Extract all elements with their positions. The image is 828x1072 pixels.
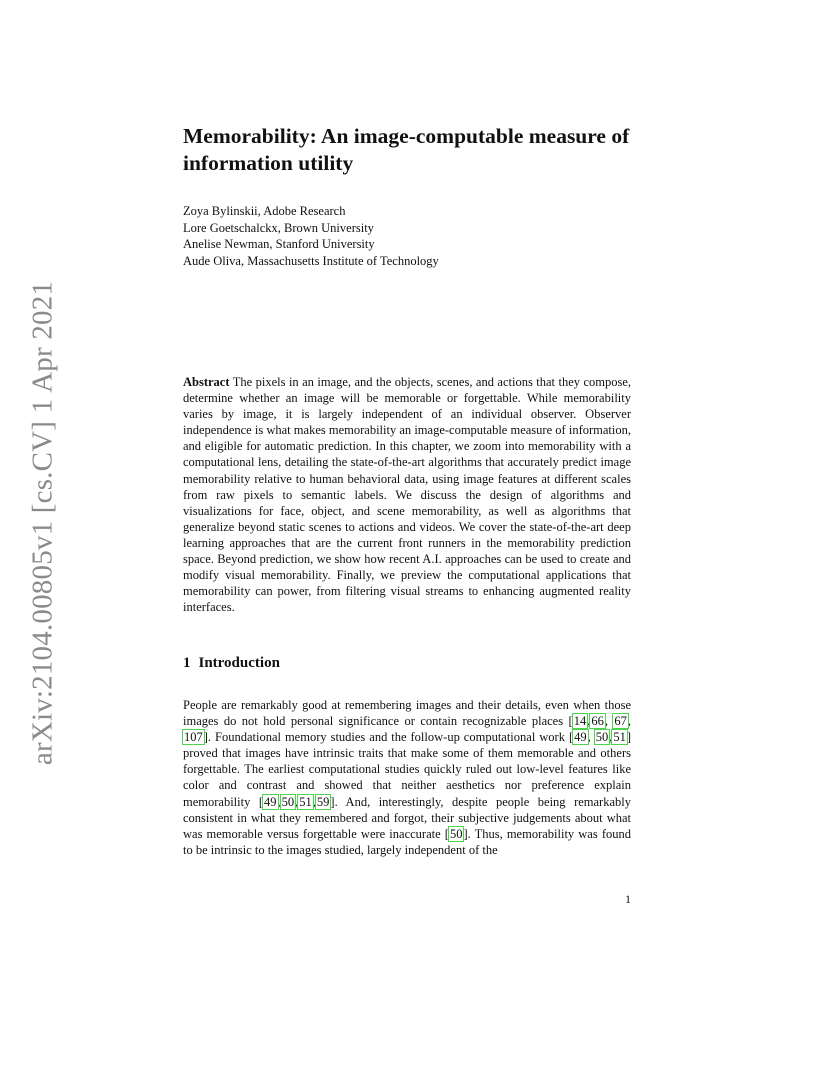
citation-link[interactable]: 107 [184,730,203,745]
body-text: People are remarkably good at remembering images and their details, even when those images do not hold personal significance or contain recognizable places [183,698,631,729]
abstract [183,374,631,615]
citation-link[interactable]: 50 [281,794,295,809]
section-title: Introduction [198,655,280,671]
author-entry: Zoya Bylinskii, Adobe Research [183,204,346,218]
body-text: . Thus, memorability was found to be intrinsic to the images studied, largely independent of the [183,826,631,857]
author-list [183,203,638,269]
author-entry: Lore Goetschalckx, Brown University [183,220,374,235]
citation-link[interactable]: 49 [264,794,277,809]
citation-link[interactable]: 67 [614,714,627,729]
citation-link[interactable]: 51 [613,730,626,745]
section-heading [183,655,280,672]
citation-link[interactable]: 66 [591,714,604,729]
page-number: 1 [625,892,631,906]
arxiv-stamp [24,280,62,766]
citation-link[interactable]: 50 [595,730,609,745]
paper-title: Memorability: An image-computable measure of information utility [183,124,630,175]
abstract-text: The pixels in an image, and the objects, scenes, and actions that they compose, determine whether an image will be memorable or forgettable. While memorability varies by image, it is largely independent of an individual observer. Observer independence is what makes memorability an image-computable measure of information, and eligible for automatic prediction. In this chapter, we zoom into memorability with a computational lens, detailing the state-of-the-art algorithms that accurately predict image memorability relative to human behavioral data, using image features at different scales from raw pixels to semantic labels. We discuss the design of algorithms and visualizations for face, object, and scene memorability, as well as algorithms that generalize beyond static scenes to actions and videos. We cover the state-of-the-art deep learning approaches that are the current front runners in the memorability prediction space. Beyond prediction, we show how recent A.I. approaches can be used to create and modify visual memorability. Finally, we preview the computational applications that memorability can power, from filtering visual streams to enhancing augmented reality interfaces. [183,375,631,615]
citation-link[interactable]: 14 [573,714,587,729]
citation-link[interactable]: 49 [574,730,587,745]
citation-link[interactable]: 50 [449,826,463,841]
arxiv-identifier: arXiv:2104.00805v1 [cs.CV] 1 Apr 2021 [26,280,59,766]
introduction-paragraph: People are remarkably good at remembering images and their details, even when those images do not hold personal significance or contain recognizable places [14,66, 67, 107]. Foundational memory studies and the follow-up computational work [49, 50,51] proved that images have intrinsic traits that make some of them memorable and others forgettable. The earliest computational studies quickly ruled out low-level features like color and contrast and showed that neither aesthetics nor preference explain memorability [49,50,51,59]. And, interestingly, despite people being remarkably consistent in what they remembered and forgot, their subjective judgements about what was memorable versus forgettable were inaccurate [50]. Thus, memorability was found to be intrinsic to the images studied, largely independent of the [183,698,632,857]
body-text: . And, interestingly, despite people being remarkably consistent in what they remembered and forgot, their subjective judgements about what was memorable versus forgettable were inaccurate [183,794,631,841]
citation-link[interactable]: 51 [299,794,312,809]
author-entry: Aude Oliva, Massachusetts Institute of Technology [183,253,439,268]
citation-link[interactable]: 59 [316,794,330,809]
body-text: . Foundational memory studies and the follow-up computational work [207,730,569,745]
author-entry: Anelise Newman, Stanford University [183,237,375,251]
section-number: 1 [183,655,191,671]
body-text: proved that images have intrinsic traits that make some of them memorable and others forgettable. The earliest computational studies quickly ruled out low-level features like color and contrast and showed that neither aesthetics nor preference explain memorability [183,746,631,809]
abstract-label: Abstract [183,375,230,389]
